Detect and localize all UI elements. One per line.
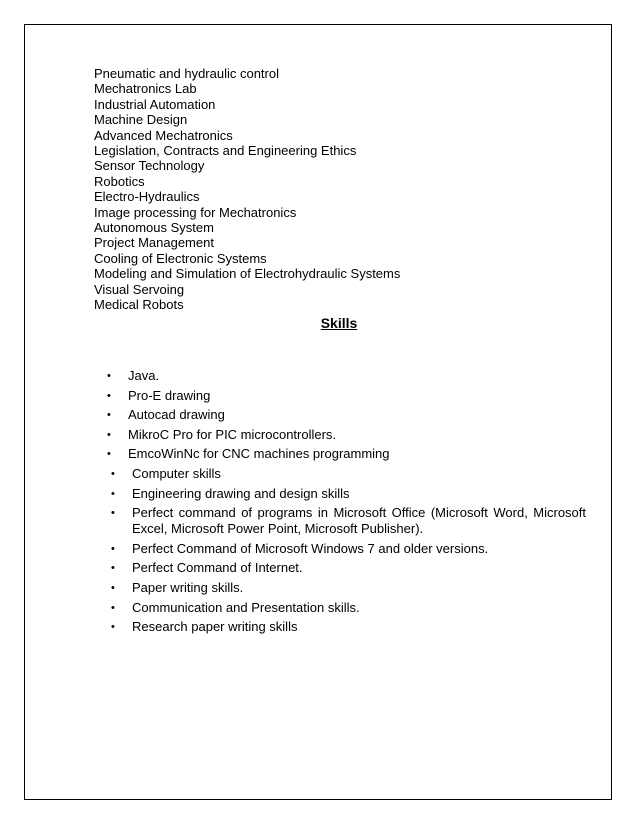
skill-item [100,541,586,557]
bullet-icon: • [107,428,111,441]
bullet-icon: • [111,581,115,594]
skill-item [100,505,586,537]
bullet-icon: • [107,389,111,402]
skill-item [100,600,586,616]
list-item: Modeling and Simulation of Electrohydraulic Systems [94,266,401,282]
skill-text: Engineering drawing and design skills [132,485,350,501]
bullet-icon: • [111,507,115,520]
list-item: Machine Design [94,112,188,128]
course-list [94,66,400,313]
bullet-icon: • [107,409,111,422]
bullet-icon: • [111,562,115,575]
skill-item [100,619,586,635]
list-item: Legislation, Contracts and Engineering Ethics [94,143,357,159]
skill-text: EmcoWinNc for CNC machines programming [128,446,390,462]
list-item: Mechatronics Lab [94,81,197,97]
skill-item [100,368,586,384]
skill-item [100,486,586,502]
list-item: Industrial Automation [94,96,216,112]
bullet-icon: • [111,542,115,555]
list-item: Pneumatic and hydraulic control [94,66,279,81]
skill-item [100,446,586,462]
skill-item [100,580,586,596]
list-item: Robotics [94,173,145,189]
list-item: Autonomous System [94,220,214,236]
bullet-icon: • [107,370,111,382]
skill-item [100,466,586,482]
skill-text: Research paper writing skills [132,619,298,635]
skill-text: Perfect Command of Internet. [132,560,303,576]
skill-text: Paper writing skills. [132,579,244,595]
bullet-icon: • [111,601,115,614]
bullet-icon: • [111,487,115,500]
list-item: Project Management [94,235,214,251]
skills-heading: Skills [320,315,358,331]
skill-text: Autocad drawing [128,407,225,423]
list-item: Visual Servoing [94,281,185,297]
skill-text: Java. [128,368,160,383]
skill-item [100,407,586,423]
skill-item [100,427,586,443]
skill-text: Communication and Presentation skills. [132,599,360,615]
skill-item [100,560,586,576]
list-item: Electro-Hydraulics [94,189,200,205]
skill-item [100,388,586,404]
list-item: Cooling of Electronic Systems [94,250,267,266]
skill-text: Perfect command of programs in Microsoft Office (Microsoft Word, Microsoft Excel, Microsoft Power Point, Microsoft Publisher). [132,505,586,537]
list-item: Image processing for Mechatronics [94,204,297,220]
list-item: Advanced Mechatronics [94,127,233,143]
bullet-icon: • [111,467,115,480]
bullet-icon: • [107,448,111,461]
skill-text: Pro-E drawing [128,387,211,403]
bullet-icon: • [111,621,115,634]
skill-text: Computer skills [132,465,221,481]
list-item: Medical Robots [94,297,184,313]
skills-list [100,368,586,639]
skill-text: Perfect Command of Microsoft Windows 7 and older versions. [132,540,489,556]
skill-text: MikroC Pro for PIC microcontrollers. [128,426,337,442]
list-item: Sensor Technology [94,158,205,174]
